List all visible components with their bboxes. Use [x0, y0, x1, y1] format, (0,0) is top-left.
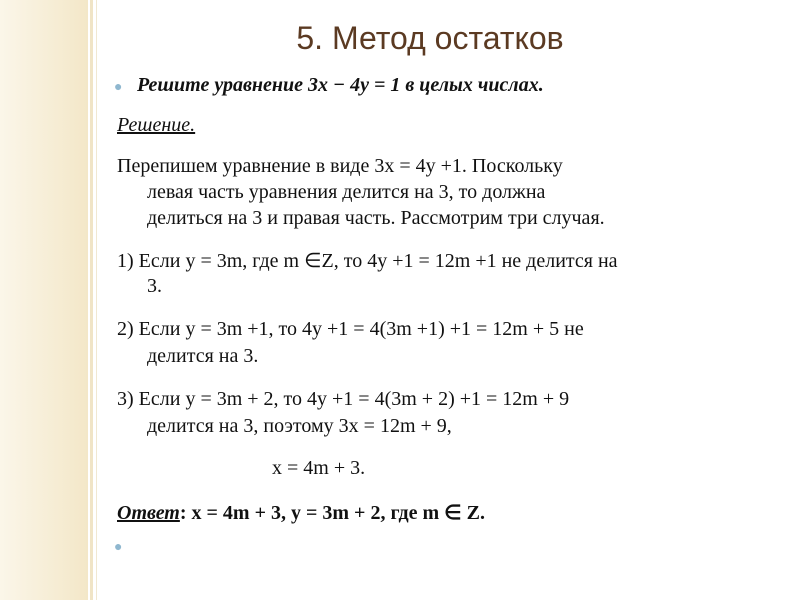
slide-title: 5. Метод остатков — [296, 20, 564, 56]
case2-line-1: 2) Если y = 3m +1, то 4y +1 = 4(3m +1) +1 = 12m + 5 не — [117, 318, 584, 340]
intro-line-1: Перепишем уравнение в виде 3x = 4y +1. Поскольку — [117, 155, 563, 177]
answer-label: Ответ — [117, 502, 180, 524]
intro-line-3: делиться на 3 и правая часть. Рассмотрим три случая. — [147, 207, 605, 229]
case1-line-1: 1) Если y = 3m, где m ∈Z, то 4y +1 = 12m +1 не делится на — [117, 250, 618, 272]
answer-text: : x = 4m + 3, y = 3m + 2, где m ∈ Z. — [179, 502, 485, 524]
answer-line — [117, 500, 485, 525]
bullet-icon: ● — [114, 80, 123, 95]
bullet-icon: ● — [114, 540, 123, 555]
task-line — [114, 74, 544, 97]
case1-line-2: 3. — [147, 275, 162, 297]
solution-label: Решение. — [117, 114, 196, 136]
case3-line-1: 3) Если y = 3m + 2, то 4y +1 = 4(3m + 2) +1 = 12m + 9 — [117, 388, 570, 410]
sidebar-line — [96, 0, 97, 600]
sidebar-edge — [90, 0, 93, 600]
case3-line-2: делится на 3, поэтому 3x = 12m + 9, — [147, 415, 452, 437]
slide-sidebar — [0, 0, 88, 600]
x-result: x = 4m + 3. — [272, 457, 366, 479]
intro-line-2: левая часть уравнения делится на 3, то должна — [147, 181, 546, 203]
case2-line-2: делится на 3. — [147, 345, 259, 367]
task-text: Решите уравнение 3х − 4у = 1 в целых числах. — [137, 74, 544, 96]
